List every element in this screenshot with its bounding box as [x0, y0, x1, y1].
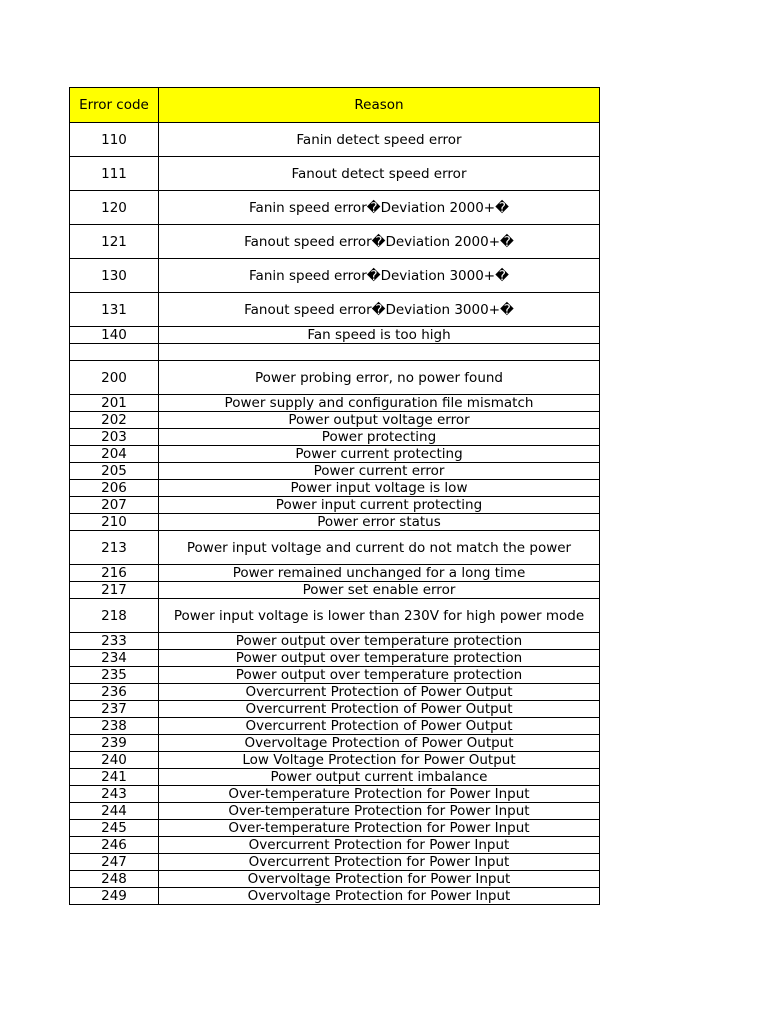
reason-cell: Over-temperature Protection for Power Input [159, 803, 600, 820]
reason-cell: Fanin detect speed error [159, 123, 600, 157]
error-code-cell: 206 [70, 480, 159, 497]
table-row [70, 293, 600, 327]
reason-cell: Power output over temperature protection [159, 633, 600, 650]
reason-cell: Power current protecting [159, 446, 600, 463]
error-code-cell [70, 344, 159, 361]
table-row [70, 344, 600, 361]
table-row [70, 429, 600, 446]
error-code-cell: 201 [70, 395, 159, 412]
reason-cell: Power output over temperature protection [159, 650, 600, 667]
table-row [70, 803, 600, 820]
reason-cell: Fanin speed error�Deviation 2000+� [159, 191, 600, 225]
reason-cell: Overvoltage Protection of Power Output [159, 735, 600, 752]
table-row [70, 769, 600, 786]
error-code-cell: 248 [70, 871, 159, 888]
reason-cell: Power input current protecting [159, 497, 600, 514]
error-code-table [69, 87, 600, 905]
table-row [70, 463, 600, 480]
error-code-cell: 235 [70, 667, 159, 684]
reason-cell: Power output current imbalance [159, 769, 600, 786]
reason-cell: Overcurrent Protection for Power Input [159, 837, 600, 854]
reason-cell: Power current error [159, 463, 600, 480]
table-row [70, 684, 600, 701]
table-row [70, 157, 600, 191]
table-row [70, 565, 600, 582]
reason-cell: Over-temperature Protection for Power Input [159, 786, 600, 803]
table-row [70, 599, 600, 633]
reason-cell: Power input voltage is lower than 230V for high power mode [159, 599, 600, 633]
table-row [70, 480, 600, 497]
error-code-cell: 217 [70, 582, 159, 599]
error-code-cell: 236 [70, 684, 159, 701]
error-code-cell: 243 [70, 786, 159, 803]
error-code-cell: 131 [70, 293, 159, 327]
reason-cell: Overvoltage Protection for Power Input [159, 888, 600, 905]
reason-cell: Power output over temperature protection [159, 667, 600, 684]
error-code-cell: 238 [70, 718, 159, 735]
reason-header: Reason [159, 88, 600, 123]
error-code-cell: 218 [70, 599, 159, 633]
error-code-cell: 244 [70, 803, 159, 820]
error-code-cell: 240 [70, 752, 159, 769]
error-code-cell: 216 [70, 565, 159, 582]
error-code-cell: 111 [70, 157, 159, 191]
table-row [70, 191, 600, 225]
reason-cell: Fanin speed error�Deviation 3000+� [159, 259, 600, 293]
error-code-cell: 245 [70, 820, 159, 837]
table-row [70, 412, 600, 429]
error-code-cell: 204 [70, 446, 159, 463]
table-row [70, 888, 600, 905]
table-row [70, 820, 600, 837]
error-code-cell: 213 [70, 531, 159, 565]
table-row [70, 871, 600, 888]
table-row [70, 531, 600, 565]
error-code-cell: 200 [70, 361, 159, 395]
error-code-cell: 110 [70, 123, 159, 157]
reason-cell: Fanout detect speed error [159, 157, 600, 191]
error-code-cell: 120 [70, 191, 159, 225]
table-row [70, 752, 600, 769]
reason-cell [159, 344, 600, 361]
reason-cell: Overcurrent Protection of Power Output [159, 701, 600, 718]
reason-cell: Power input voltage is low [159, 480, 600, 497]
error-code-cell: 233 [70, 633, 159, 650]
error-code-cell: 249 [70, 888, 159, 905]
error-code-cell: 210 [70, 514, 159, 531]
table-row [70, 667, 600, 684]
reason-cell: Power supply and configuration file mismatch [159, 395, 600, 412]
reason-cell: Power error status [159, 514, 600, 531]
error-code-cell: 205 [70, 463, 159, 480]
table-row [70, 123, 600, 157]
table-row [70, 735, 600, 752]
table-row [70, 327, 600, 344]
table-row [70, 837, 600, 854]
reason-cell: Fan speed is too high [159, 327, 600, 344]
table-row [70, 514, 600, 531]
reason-cell: Power set enable error [159, 582, 600, 599]
reason-cell: Power output voltage error [159, 412, 600, 429]
error-code-cell: 241 [70, 769, 159, 786]
error-code-cell: 247 [70, 854, 159, 871]
table-row [70, 854, 600, 871]
table-row [70, 395, 600, 412]
reason-cell: Overcurrent Protection for Power Input [159, 854, 600, 871]
error-code-cell: 202 [70, 412, 159, 429]
table-row [70, 650, 600, 667]
error-code-cell: 207 [70, 497, 159, 514]
error-code-cell: 246 [70, 837, 159, 854]
reason-cell: Power remained unchanged for a long time [159, 565, 600, 582]
table-row [70, 582, 600, 599]
error-code-cell: 237 [70, 701, 159, 718]
table-row [70, 786, 600, 803]
error-code-cell: 234 [70, 650, 159, 667]
reason-cell: Power protecting [159, 429, 600, 446]
error-code-cell: 121 [70, 225, 159, 259]
table-row [70, 225, 600, 259]
error-code-cell: 130 [70, 259, 159, 293]
reason-cell: Overvoltage Protection for Power Input [159, 871, 600, 888]
reason-cell: Fanout speed error�Deviation 2000+� [159, 225, 600, 259]
reason-cell: Power input voltage and current do not match the power [159, 531, 600, 565]
table-header-row [70, 88, 600, 123]
table-row [70, 259, 600, 293]
table-row [70, 718, 600, 735]
error-code-cell: 203 [70, 429, 159, 446]
table-row [70, 446, 600, 463]
error-code-cell: 140 [70, 327, 159, 344]
reason-cell: Low Voltage Protection for Power Output [159, 752, 600, 769]
table-row [70, 361, 600, 395]
reason-cell: Fanout speed error�Deviation 3000+� [159, 293, 600, 327]
error-code-cell: 239 [70, 735, 159, 752]
table-body [70, 123, 600, 905]
reason-cell: Over-temperature Protection for Power Input [159, 820, 600, 837]
table-row [70, 497, 600, 514]
error-code-header: Error code [70, 88, 159, 123]
table-row [70, 701, 600, 718]
reason-cell: Overcurrent Protection of Power Output [159, 684, 600, 701]
table-row [70, 633, 600, 650]
reason-cell: Overcurrent Protection of Power Output [159, 718, 600, 735]
reason-cell: Power probing error, no power found [159, 361, 600, 395]
